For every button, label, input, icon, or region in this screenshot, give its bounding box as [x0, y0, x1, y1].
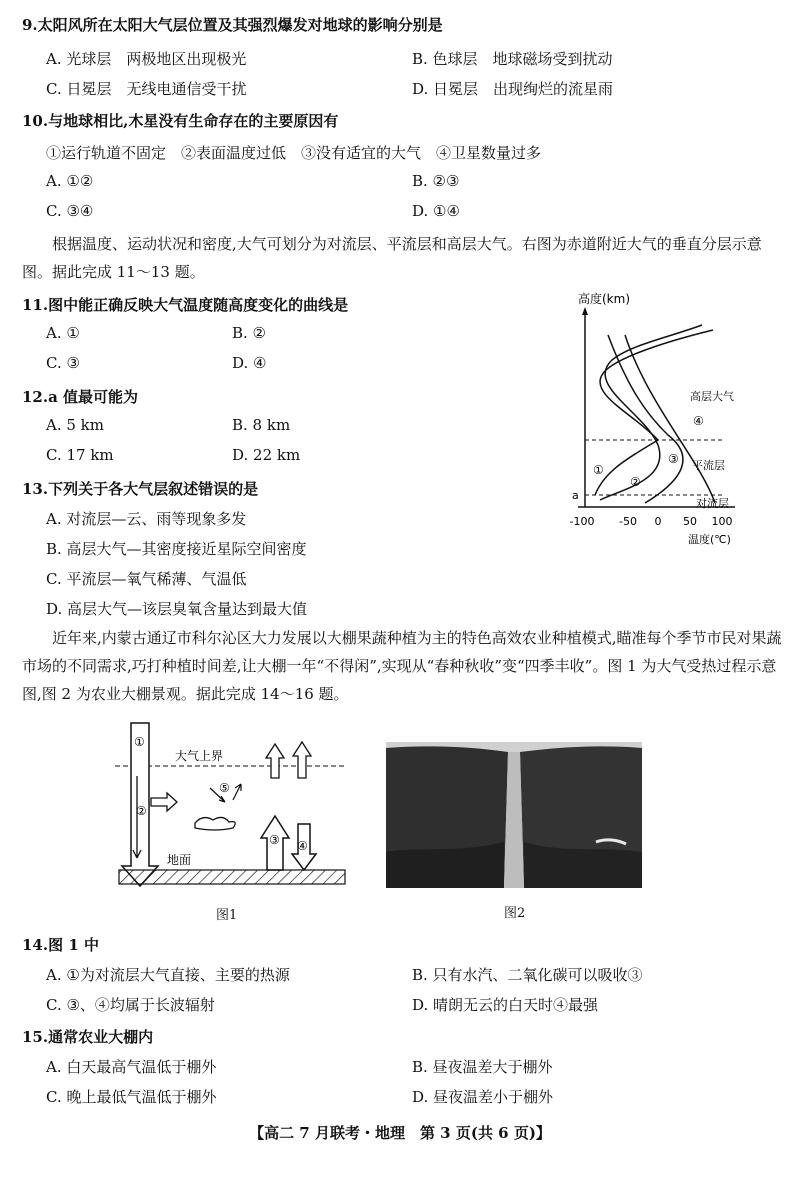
- q15-option-b: B. 昼夜温差大于棚外: [412, 1058, 553, 1076]
- arrow-scatter: [151, 793, 177, 811]
- q9-option-b: B. 色球层 地球磁场受到扰动: [412, 50, 613, 68]
- q10-option-d: D. ①④: [412, 202, 460, 220]
- x-tick-label: -50: [619, 515, 637, 528]
- q13-option-b: B. 高层大气—其密度接近星际空间密度: [46, 540, 307, 558]
- page-footer: 【高二 7 月联考・地理 第 3 页(共 6 页)】: [249, 1124, 551, 1142]
- question-11-stem: 11.图中能正确反映大气温度随高度变化的曲线是: [22, 296, 349, 314]
- q12-option-a: A. 5 km: [46, 416, 104, 434]
- q13-option-d: D. 高层大气—该层臭氧含量达到最大值: [46, 600, 308, 618]
- figure-1-caption: 图1: [216, 908, 238, 923]
- question-12-stem: 12.a 值最可能为: [22, 388, 139, 406]
- figure-2-caption: 图2: [504, 906, 526, 921]
- chart-xlabel: 温度(℃): [688, 533, 731, 546]
- arrow-escape-1: [266, 744, 284, 778]
- q11-option-c: C. ③: [46, 354, 80, 372]
- x-tick-label: -100: [569, 515, 595, 528]
- figure-2-greenhouse-photo: [386, 742, 642, 888]
- chart-a-label: a: [572, 489, 579, 502]
- q9-option-d: D. 日冕层 出现绚烂的流星雨: [412, 80, 614, 98]
- curve-2-label: ②: [630, 475, 641, 489]
- q14-option-a: A. ①为对流层大气直接、主要的热源: [46, 966, 290, 984]
- q14-option-c: C. ③、④均属于长波辐射: [46, 996, 215, 1014]
- x-tick-label: 0: [654, 515, 662, 528]
- question-9-stem: 9.太阳风所在太阳大气层位置及其强烈爆发对地球的影响分别是: [22, 16, 443, 34]
- atmosphere-layer-chart: [550, 285, 790, 550]
- arrow-escape-2: [293, 742, 311, 778]
- q9-option-c: C. 日冕层 无线电通信受干扰: [46, 80, 247, 98]
- q13-option-c: C. 平流层—氧气稀薄、气温低: [46, 570, 247, 588]
- q11-option-d: D. ④: [232, 354, 267, 372]
- figure-1-heating-diagram: [115, 718, 355, 898]
- curve-2: [600, 325, 702, 500]
- question-14-stem: 14.图 1 中: [22, 936, 99, 954]
- q11-option-b: B. ②: [232, 324, 267, 342]
- q10-option-c: C. ③④: [46, 202, 94, 220]
- q10-option-b: B. ②③: [412, 172, 460, 190]
- layer-stratosphere-label: 平流层: [692, 459, 725, 472]
- cloud-icon: [195, 817, 235, 830]
- q10-items: ①运行轨道不固定 ②表面温度过低 ③没有适宜的大气 ④卫星数量过多: [46, 144, 542, 162]
- q10-option-a: A. ①②: [46, 172, 94, 190]
- q15-option-d: D. 昼夜温差小于棚外: [412, 1088, 554, 1106]
- layer-upper-label: 高层大气: [690, 390, 734, 403]
- layer-troposphere-label: 对流层: [696, 497, 729, 510]
- arrow-2-label: ②: [136, 804, 147, 818]
- question-13-stem: 13.下列关于各大气层叙述错误的是: [22, 480, 259, 498]
- x-tick-label: 100: [711, 515, 733, 528]
- curve-1-label: ①: [593, 463, 604, 477]
- ground-label: 地面: [167, 853, 192, 867]
- curve-3-label: ③: [668, 452, 679, 466]
- curve-4-label: ④: [693, 414, 704, 428]
- q13-option-a: A. 对流层—云、雨等现象多发: [46, 510, 247, 528]
- q14-option-b: B. 只有水汽、二氧化碳可以吸收③: [412, 966, 643, 984]
- q9-option-a: A. 光球层 两极地区出现极光: [46, 50, 247, 68]
- q15-option-c: C. 晚上最低气温低于棚外: [46, 1088, 217, 1106]
- chart-ylabel: 高度(km): [578, 292, 631, 306]
- q12-option-c: C. 17 km: [46, 446, 114, 464]
- arrow-4-label: ④: [297, 839, 308, 853]
- ground-surface: [119, 870, 345, 884]
- arrow-5-label: ⑤: [219, 781, 230, 795]
- question-15-stem: 15.通常农业大棚内: [22, 1028, 154, 1046]
- curve-3: [608, 335, 683, 503]
- arrow-1-label: ①: [134, 735, 145, 749]
- chart-y-arrow: [582, 307, 588, 315]
- q12-option-d: D. 22 km: [232, 446, 301, 464]
- x-tick-label: 50: [683, 515, 697, 528]
- q11-option-a: A. ①: [46, 324, 80, 342]
- upper-boundary-label: 大气上界: [175, 749, 224, 763]
- arrow-3-label: ③: [269, 833, 280, 847]
- passage-11-13: 根据温度、运动状况和密度,大气可划分为对流层、平流层和高层大气。右图为赤道附近大气的垂直分层示意图。据此完成 11～13 题。: [22, 235, 762, 281]
- q14-option-d: D. 晴朗无云的白天时④最强: [412, 996, 599, 1014]
- q15-option-a: A. 白天最高气温低于棚外: [46, 1058, 217, 1076]
- passage-14-16: 近年来,内蒙古通辽市科尔沁区大力发展以大棚果蔬种植为主的特色高效农业种植模式,瞄准每个季节市民对果蔬市场的不同需求,巧打种植时间差,让大棚一年“不得闲”,实现从“春种秋收”变“四季丰收”。图 1 为大气受热过程示意图,图 2 为农业大棚景观。据此完成 14～16 题。: [22, 629, 782, 703]
- question-10-stem: 10.与地球相比,木星没有生命存在的主要原因有: [22, 112, 339, 130]
- q12-option-b: B. 8 km: [232, 416, 291, 434]
